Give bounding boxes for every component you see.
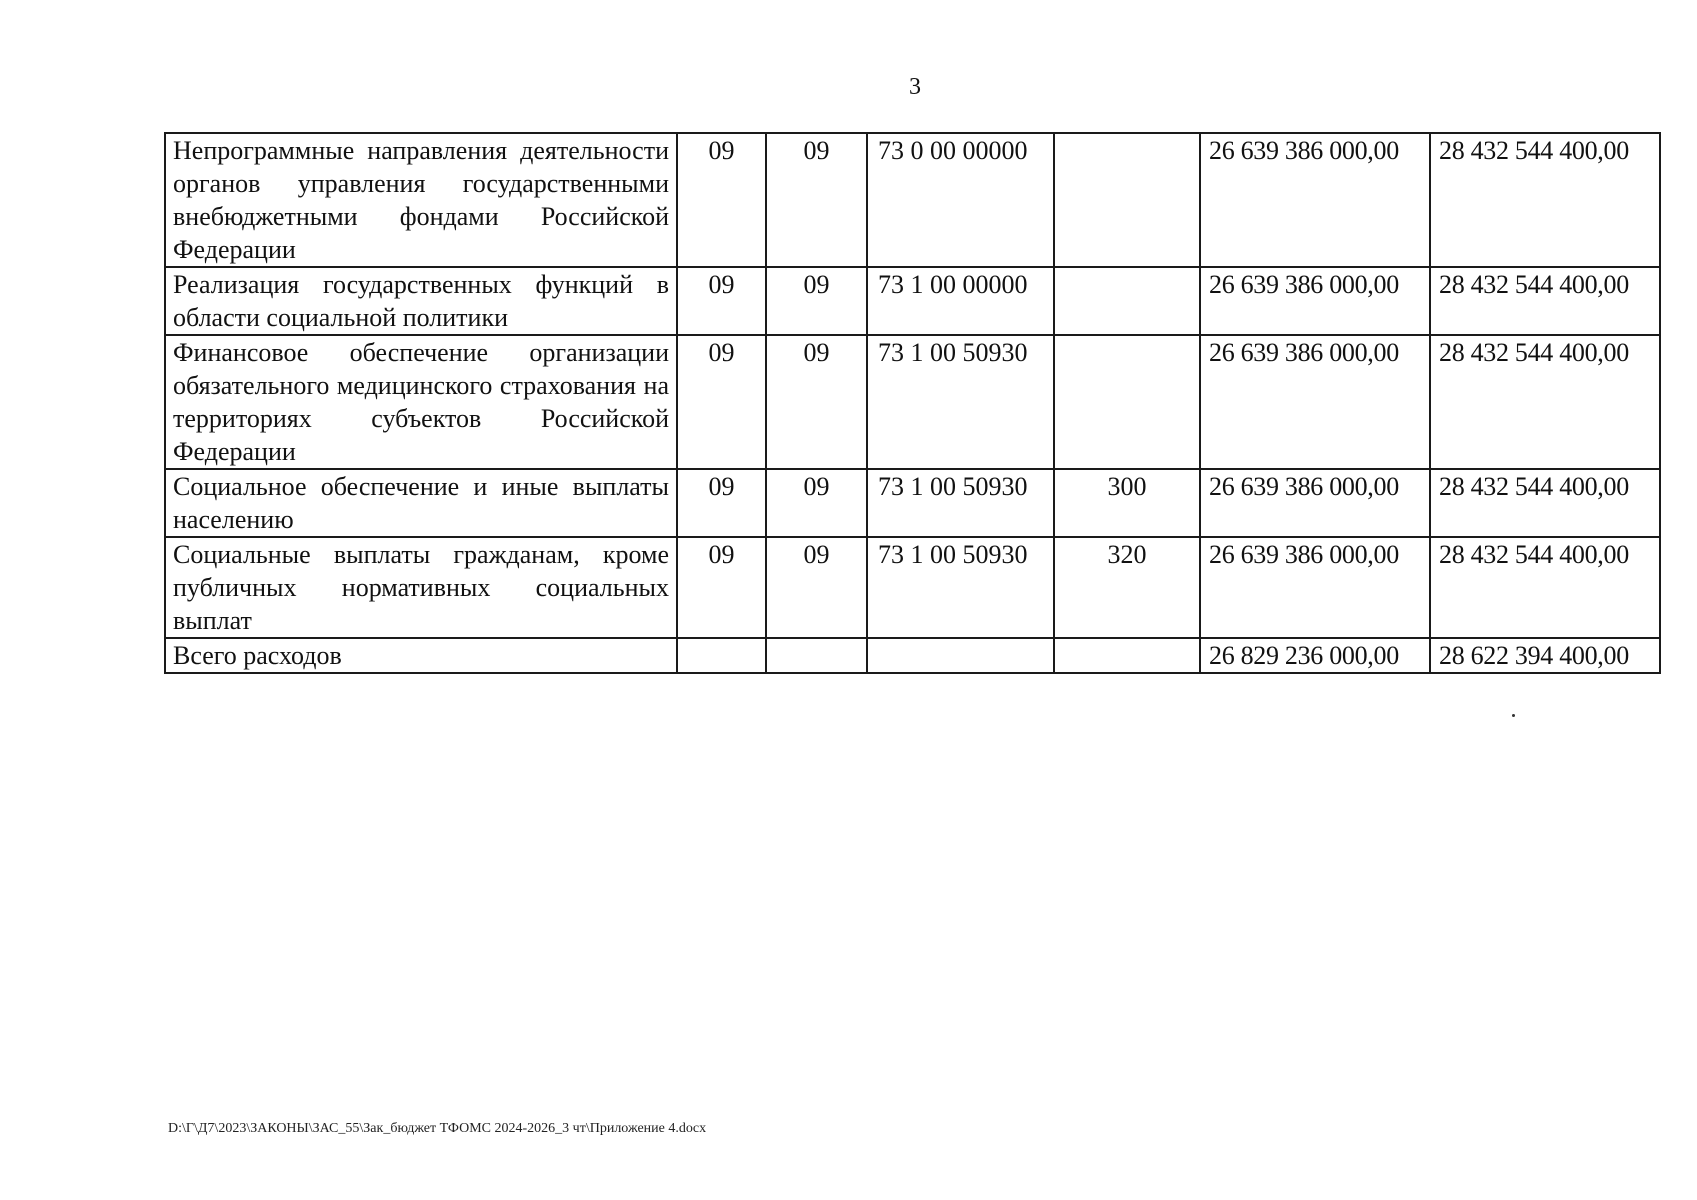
row-section: 09 [677, 469, 766, 537]
table-row [165, 267, 1660, 335]
scan-speck [1512, 714, 1515, 717]
row-expense-type: 300 [1054, 469, 1200, 537]
table-row [165, 335, 1660, 469]
row-name: Социальные выплаты гражданам, кроме публичных нормативных социальных выплат [165, 537, 677, 638]
total-amount-2025: 26 829 236 000,00 [1200, 638, 1430, 673]
row-expense-type [1054, 133, 1200, 267]
page-number: 3 [909, 74, 921, 100]
row-amount-2025: 26 639 386 000,00 [1200, 335, 1430, 469]
row-target-code: 73 1 00 00000 [867, 267, 1054, 335]
total-target-code [867, 638, 1054, 673]
row-target-code: 73 0 00 00000 [867, 133, 1054, 267]
expenditure-table [164, 132, 1661, 674]
row-name: Непрограммные направления деятельности органов управления государственными внебюджетными фондами Российской Федерации [165, 133, 677, 267]
row-amount-2026: 28 432 544 400,00 [1430, 267, 1660, 335]
row-target-code: 73 1 00 50930 [867, 335, 1054, 469]
total-subsection [766, 638, 867, 673]
row-name: Финансовое обеспечение организации обязательного медицинского страхования на территориях субъектов Российской Федерации [165, 335, 677, 469]
row-section: 09 [677, 335, 766, 469]
total-expense-type [1054, 638, 1200, 673]
row-name: Социальное обеспечение и иные выплаты населению [165, 469, 677, 537]
row-subsection: 09 [766, 267, 867, 335]
row-section: 09 [677, 133, 766, 267]
row-expense-type [1054, 335, 1200, 469]
row-expense-type [1054, 267, 1200, 335]
total-row [165, 638, 1660, 673]
row-section: 09 [677, 537, 766, 638]
row-amount-2025: 26 639 386 000,00 [1200, 537, 1430, 638]
row-amount-2025: 26 639 386 000,00 [1200, 469, 1430, 537]
table-row [165, 133, 1660, 267]
row-amount-2026: 28 432 544 400,00 [1430, 133, 1660, 267]
row-amount-2026: 28 432 544 400,00 [1430, 537, 1660, 638]
row-subsection: 09 [766, 133, 867, 267]
total-amount-2026: 28 622 394 400,00 [1430, 638, 1660, 673]
row-section: 09 [677, 267, 766, 335]
row-amount-2026: 28 432 544 400,00 [1430, 335, 1660, 469]
table-row [165, 469, 1660, 537]
row-subsection: 09 [766, 335, 867, 469]
row-name: Реализация государственных функций в области социальной политики [165, 267, 677, 335]
row-amount-2025: 26 639 386 000,00 [1200, 133, 1430, 267]
row-subsection: 09 [766, 537, 867, 638]
row-amount-2025: 26 639 386 000,00 [1200, 267, 1430, 335]
row-expense-type: 320 [1054, 537, 1200, 638]
total-section [677, 638, 766, 673]
row-subsection: 09 [766, 469, 867, 537]
row-target-code: 73 1 00 50930 [867, 469, 1054, 537]
row-amount-2026: 28 432 544 400,00 [1430, 469, 1660, 537]
total-label: Всего расходов [165, 638, 677, 673]
footer-file-path: D:\Г\Д7\2023\ЗАКОНЫ\ЗАС_55\Зак_бюджет ТФОМС 2024-2026_3 чт\Приложение 4.docx [168, 1121, 707, 1136]
table-row [165, 537, 1660, 638]
row-target-code: 73 1 00 50930 [867, 537, 1054, 638]
